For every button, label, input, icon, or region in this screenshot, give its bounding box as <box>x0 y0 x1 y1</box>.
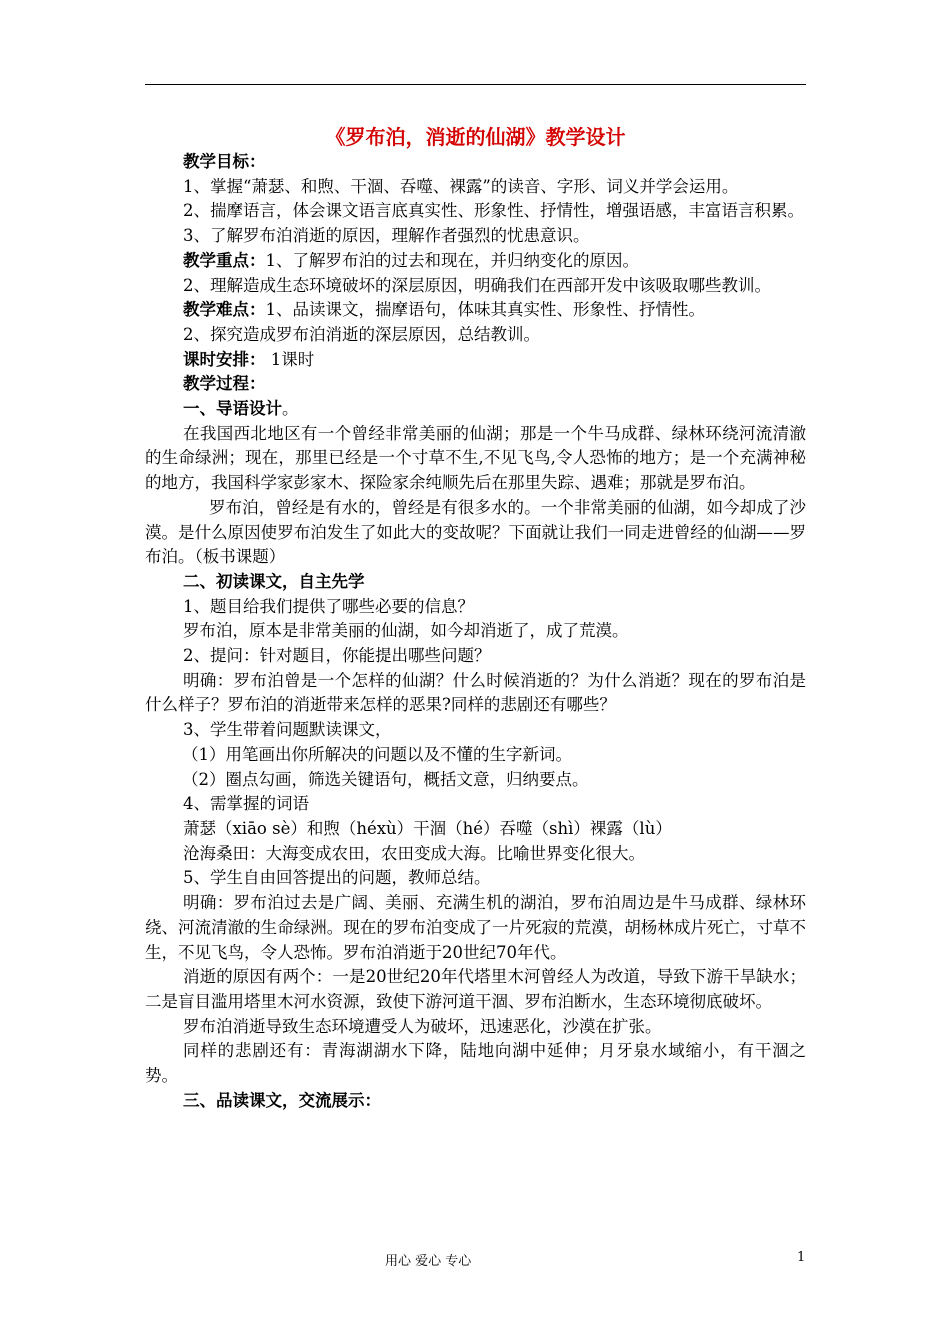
paragraph <box>145 743 806 768</box>
paragraph-text: 罗布泊消逝导致生态环境遭受人为破坏，迅速恶化，沙漠在扩张。 <box>183 1016 662 1036</box>
paragraph-text: 1、题目给我们提供了哪些必要的信息？ <box>183 596 474 616</box>
paragraph-text: 2、揣摩语言，体会课文语言底真实性、形象性、抒情性，增强语感，丰富语言积累。 <box>183 201 804 221</box>
paragraph-text: 4、需掌握的词语 <box>183 794 309 814</box>
paragraph <box>145 842 806 867</box>
heading-label: 教学目标： <box>183 152 266 171</box>
paragraph <box>145 150 806 175</box>
paragraph <box>145 199 806 224</box>
page-number: 1 <box>797 1250 806 1265</box>
paragraph-text: 萧瑟（xiāo sè）和煦（héxù）干涸（hé）吞噬（shì）裸露（lù） <box>183 818 672 838</box>
paragraph-text: 2、理解造成生态环境破坏的深层原因，明确我们在西部开发中该吸取哪些教训。 <box>183 275 771 295</box>
paragraph <box>145 619 806 644</box>
paragraph-text: 罗布泊，原本是非常美丽的仙湖，如今却消逝了，成了荒漠。 <box>183 621 629 641</box>
paragraph <box>145 496 806 570</box>
paragraph-text: 。 <box>282 399 299 419</box>
paragraph <box>145 669 806 718</box>
paragraph <box>145 768 806 793</box>
paragraph-text: （2）圈点勾画，筛选关键语句，概括文意，归纳要点。 <box>182 769 589 789</box>
paragraph-text: 3、了解罗布泊消逝的原因，理解作者强烈的忧患意识。 <box>183 226 590 246</box>
paragraph-text: 5、学生自由回答提出的问题，教师总结。 <box>183 868 491 888</box>
paragraph <box>145 817 806 842</box>
paragraph-text: 1、掌握“萧瑟、和煦、干涸、吞噬、裸露”的读音、字形、词义并学会运用。 <box>183 176 739 196</box>
paragraph <box>145 644 806 669</box>
paragraph-text: 1、品读课文，揣摩语句，体味其真实性、形象性、抒情性。 <box>265 300 705 320</box>
paragraph-text: 3、学生带着问题默读课文， <box>183 720 392 740</box>
heading-label: 教学过程： <box>183 374 266 394</box>
paragraph <box>145 965 806 1014</box>
paragraph-text: 1课时 <box>265 349 315 369</box>
header-rule <box>145 84 806 85</box>
heading-label: 一、导语设计 <box>183 399 282 419</box>
document-body <box>145 150 806 1113</box>
paragraph <box>145 372 806 397</box>
paragraph <box>145 175 806 200</box>
paragraph <box>145 891 806 965</box>
footer-motto: 用心 爱心 专心 <box>385 1254 472 1269</box>
heading-label: 二、初读课文，自主先学 <box>183 571 365 591</box>
paragraph-text: 明确：罗布泊过去是广阔、美丽、充满生机的湖泊，罗布泊周边是牛马成群、绿林环绕、河流清澈的生命绿洲。现在的罗布泊变成了一片死寂的荒漠，胡杨林成片死亡，寸草不生，不见飞鸟，令人恐怖。罗布泊消逝于20世纪70年代。 <box>145 893 806 962</box>
paragraph <box>145 298 806 323</box>
paragraph <box>145 323 806 348</box>
paragraph-text: （1）用笔画出你所解决的问题以及不懂的生字新词。 <box>182 744 572 764</box>
paragraph-text: 沧海桑田：大海变成农田，农田变成大海。比喻世界变化很大。 <box>183 843 645 863</box>
paragraph <box>145 866 806 891</box>
paragraph <box>145 274 806 299</box>
paragraph-text: 2、提问：针对题目，你能提出哪些问题？ <box>183 646 491 666</box>
paragraph <box>145 397 806 422</box>
paragraph-text: 消逝的原因有两个：一是20世纪20年代塔里木河曾经人为改道，导致下游干旱缺水；二是盲目滥用塔里木河水资源，致使下游河道干涸、罗布泊断水，生态环境彻底破坏。 <box>145 967 806 1011</box>
paragraph-text: 明确：罗布泊曾是一个怎样的仙湖？什么时候消逝的？为什么消逝？现在的罗布泊是什么样子？罗布泊的消逝带来怎样的恶果?同样的悲剧还有哪些？ <box>145 670 806 715</box>
paragraph-text: 2、探究造成罗布泊消逝的深层原因，总结教训。 <box>183 324 540 344</box>
paragraph-text: 1、了解罗布泊的过去和现在，并归纳变化的原因。 <box>265 250 639 270</box>
paragraph <box>145 1089 806 1114</box>
paragraph <box>145 792 806 817</box>
heading-label: 教学重点： <box>183 250 266 270</box>
paragraph <box>145 249 806 274</box>
paragraph <box>145 422 806 496</box>
document-title: 《罗布泊，消逝的仙湖》教学设计 <box>325 125 626 149</box>
paragraph <box>145 1039 806 1088</box>
paragraph <box>145 348 806 373</box>
paragraph <box>145 224 806 249</box>
paragraph <box>145 718 806 743</box>
paragraph-text: 在我国西北地区有一个曾经非常美丽的仙湖；那是一个牛马成群、绿林环绕河流清澈的生命绿洲；现在，那里已经是一个寸草不生,不见飞鸟,令人恐怖的地方；是一个充满神秘的地方，我国科学家彭家木、探险家余纯顺先后在那里失踪、遇难；那就是罗布泊。 <box>145 423 806 493</box>
paragraph-text: 罗布泊，曾经是有水的，曾经是有很多水的。一个非常美丽的仙湖，如今却成了沙漠。是什么原因使罗布泊发生了如此大的变故呢？下面就让我们一同走进曾经的仙湖——罗布泊。（板书课题） <box>145 497 806 567</box>
heading-label: 课时安排： <box>183 349 266 369</box>
paragraph <box>145 570 806 595</box>
paragraph-text: 同样的悲剧还有：青海湖湖水下降，陆地向湖中延伸；月牙泉水域缩小，有干涸之势。 <box>145 1041 806 1086</box>
heading-label: 教学难点： <box>183 300 266 320</box>
paragraph <box>145 1015 806 1040</box>
heading-label: 三、品读课文，交流展示： <box>183 1090 381 1110</box>
paragraph <box>145 595 806 620</box>
